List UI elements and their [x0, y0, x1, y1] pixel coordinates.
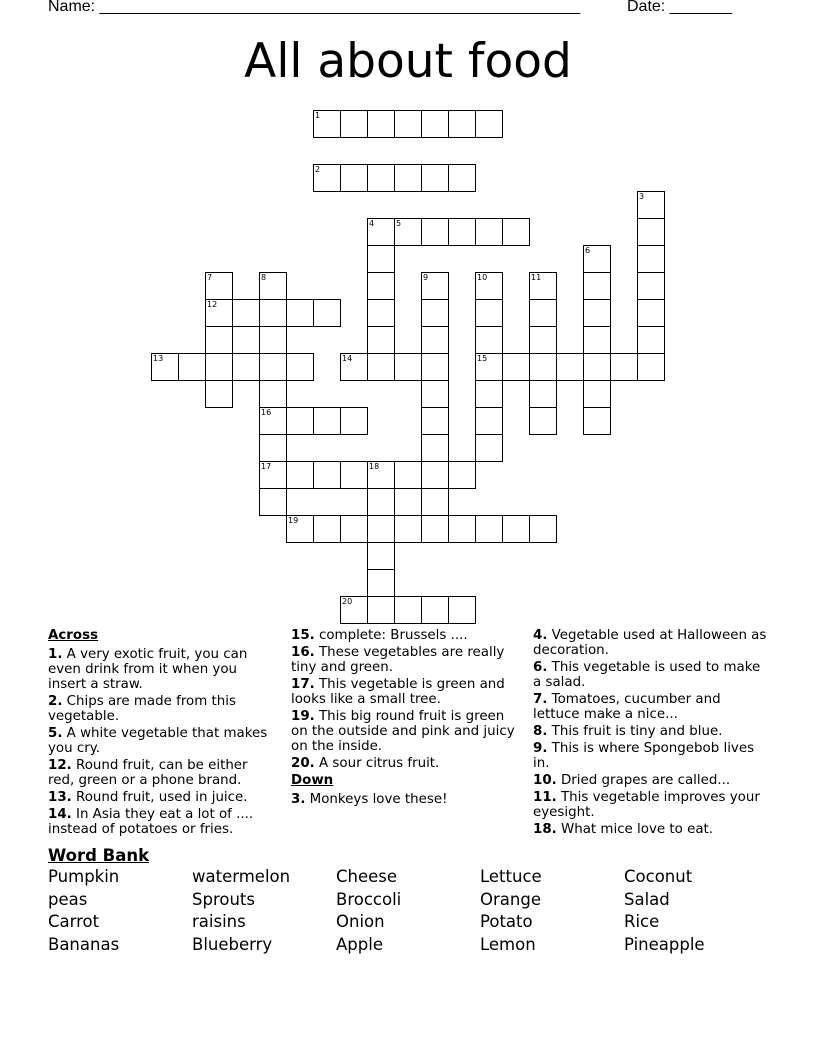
word-bank-title: Word Bank [48, 846, 150, 865]
grid-cell[interactable] [637, 245, 665, 273]
word-bank [48, 846, 768, 958]
grid-cell[interactable] [313, 299, 341, 327]
grid-cell[interactable] [421, 380, 449, 408]
clue-number-label: 7 [207, 273, 213, 282]
clue-text: In Asia they eat a lot of .... instead of potatoes or fries. [48, 807, 254, 837]
grid-cell[interactable] [367, 542, 395, 570]
grid-cell[interactable] [583, 245, 611, 273]
clue-number-label: 2 [315, 165, 321, 174]
clue-number: 4. [533, 628, 548, 643]
clue-number: 20. [291, 756, 315, 771]
clue-text: Monkeys love these! [305, 792, 448, 807]
clue-text: This vegetable is used to make a salad. [533, 660, 761, 690]
grid-cell[interactable] [448, 515, 476, 543]
clue-text: Dried grapes are called... [556, 773, 731, 788]
grid-cell[interactable] [529, 515, 557, 543]
clue-number: 14. [48, 807, 72, 822]
clue-text: This fruit is tiny and blue. [547, 724, 723, 739]
grid-cell[interactable] [367, 218, 395, 246]
grid-cell[interactable] [259, 380, 287, 408]
grid-cell[interactable] [394, 218, 422, 246]
grid-cell[interactable] [286, 353, 314, 381]
clue-number-label: 6 [585, 246, 591, 255]
clue-text: A very exotic fruit, you can even drink from it when you insert a straw. [48, 647, 248, 692]
grid-cell[interactable] [475, 515, 503, 543]
grid-cell[interactable] [421, 326, 449, 354]
clue-item [291, 645, 521, 675]
word-bank-item: watermelon [192, 867, 291, 886]
clue-number-label: 19 [288, 516, 299, 525]
grid-cell[interactable] [340, 353, 368, 381]
clues-section [0, 628, 816, 843]
grid-cell[interactable] [637, 191, 665, 219]
clue-number-label: 20 [342, 597, 353, 606]
grid-cell[interactable] [529, 299, 557, 327]
clue-text: Chips are made from this vegetable. [48, 694, 236, 724]
clue-item [291, 677, 521, 707]
grid-cell[interactable] [367, 110, 395, 138]
word-bank-item: Cheese [336, 867, 398, 886]
grid-cell[interactable] [421, 272, 449, 300]
grid-cell[interactable] [394, 164, 422, 192]
clue-text: Tomatoes, cucumber and lettuce make a nice... [533, 692, 721, 722]
clue-number: 11. [533, 790, 557, 805]
clue-number-label: 12 [207, 300, 218, 309]
grid-cell[interactable] [367, 461, 395, 489]
grid-cell[interactable] [394, 353, 422, 381]
clue-item [533, 724, 771, 739]
word-bank-item: Pineapple [624, 935, 705, 955]
clue-item [291, 709, 521, 754]
grid-cell[interactable] [421, 353, 449, 381]
grid-cell[interactable] [583, 353, 611, 381]
clue-number-label: 9 [423, 273, 429, 282]
grid-cell[interactable] [448, 218, 476, 246]
clue-number-label: 14 [342, 354, 353, 363]
clue-number-label: 15 [477, 354, 488, 363]
grid-cell[interactable] [367, 353, 395, 381]
grid-cell[interactable] [583, 272, 611, 300]
clue-item [533, 628, 771, 658]
clues-column-2 [291, 628, 521, 809]
grid-cell[interactable] [313, 164, 341, 192]
grid-cell[interactable] [313, 461, 341, 489]
clue-number-label: 16 [261, 408, 272, 417]
grid-cell[interactable] [475, 110, 503, 138]
grid-cell[interactable] [394, 110, 422, 138]
grid-cell[interactable] [178, 353, 206, 381]
clue-number-label: 8 [261, 273, 267, 282]
clue-number-label: 3 [639, 192, 645, 201]
grid-cell[interactable] [637, 353, 665, 381]
grid-cell[interactable] [340, 110, 368, 138]
word-bank-item: Carrot [48, 912, 100, 932]
clue-item [533, 773, 771, 788]
grid-cell[interactable] [529, 326, 557, 354]
clue-item [533, 790, 771, 820]
grid-cell[interactable] [583, 299, 611, 327]
clue-item [291, 792, 521, 807]
grid-cell[interactable] [583, 407, 611, 435]
clue-item [48, 758, 270, 788]
grid-cell[interactable] [367, 326, 395, 354]
grid-cell[interactable] [394, 461, 422, 489]
grid-cell[interactable] [529, 380, 557, 408]
word-bank-item: Pumpkin [48, 867, 120, 886]
grid-cell[interactable] [448, 596, 476, 624]
grid-cell[interactable] [448, 461, 476, 489]
word-bank-item: Coconut [624, 867, 693, 886]
clue-number: 6. [533, 660, 548, 675]
grid-cell[interactable] [205, 299, 233, 327]
clue-number-label: 10 [477, 273, 488, 282]
word-bank-item: Onion [336, 912, 385, 932]
grid-cell[interactable] [286, 461, 314, 489]
grid-cell[interactable] [205, 353, 233, 381]
grid-cell[interactable] [502, 353, 530, 381]
grid-cell[interactable] [340, 164, 368, 192]
grid-cell[interactable] [259, 272, 287, 300]
word-bank-item: Sprouts [192, 889, 255, 909]
grid-cell[interactable] [259, 488, 287, 516]
clue-item [533, 660, 771, 690]
grid-cell[interactable] [367, 245, 395, 273]
clue-number: 5. [48, 726, 63, 741]
grid-cell[interactable] [421, 461, 449, 489]
grid-cell[interactable] [421, 515, 449, 543]
grid-cell[interactable] [637, 218, 665, 246]
grid-cell[interactable] [475, 434, 503, 462]
date-field-label[interactable]: Date: _______ [627, 0, 732, 15]
clue-text: This is where Spongebob lives in. [533, 741, 755, 771]
grid-cell[interactable] [475, 299, 503, 327]
clue-number: 2. [48, 694, 63, 709]
clue-item [533, 692, 771, 722]
word-bank-item: peas [48, 889, 88, 909]
word-bank-item: Lettuce [480, 867, 542, 886]
grid-cell[interactable] [313, 110, 341, 138]
grid-cell[interactable] [610, 353, 638, 381]
grid-cell[interactable] [340, 407, 368, 435]
grid-cell[interactable] [340, 461, 368, 489]
page-title: All about food [244, 34, 572, 89]
clue-number: 10. [533, 773, 557, 788]
grid-cell[interactable] [475, 272, 503, 300]
clue-text: A sour citrus fruit. [314, 756, 440, 771]
across-heading: Across [48, 628, 99, 643]
clue-number-label: 18 [369, 462, 380, 471]
grid-cell[interactable] [502, 218, 530, 246]
word-bank-item: Apple [336, 935, 383, 955]
word-bank-list [48, 866, 768, 958]
grid-cell[interactable] [367, 596, 395, 624]
clue-text: Round fruit, can be either red, green or a phone brand. [48, 758, 248, 788]
grid-cell[interactable] [556, 353, 584, 381]
grid-cell[interactable] [340, 596, 368, 624]
clue-number: 1. [48, 647, 63, 662]
word-bank-item: Blueberry [192, 935, 273, 955]
word-bank-item: Salad [624, 889, 670, 909]
grid-cell[interactable] [583, 380, 611, 408]
grid-cell[interactable] [259, 326, 287, 354]
grid-cell[interactable] [421, 218, 449, 246]
grid-cell[interactable] [367, 515, 395, 543]
clue-item [48, 807, 270, 837]
clue-item [48, 694, 270, 724]
grid-cell[interactable] [421, 110, 449, 138]
grid-cell[interactable] [313, 515, 341, 543]
grid-cell[interactable] [259, 461, 287, 489]
grid-cell[interactable] [448, 110, 476, 138]
grid-cell[interactable] [286, 515, 314, 543]
grid-cell[interactable] [637, 326, 665, 354]
clue-item [291, 628, 521, 643]
grid-cell[interactable] [421, 488, 449, 516]
clue-number-label: 5 [396, 219, 402, 228]
clue-number: 3. [291, 792, 306, 807]
clue-number: 9. [533, 741, 548, 756]
grid-cell[interactable] [286, 299, 314, 327]
clue-text: This vegetable is green and looks like a small tree. [291, 677, 505, 707]
clue-number-label: 4 [369, 219, 375, 228]
grid-cell[interactable] [394, 596, 422, 624]
grid-cell[interactable] [448, 164, 476, 192]
clue-number: 12. [48, 758, 72, 773]
grid-cell[interactable] [637, 299, 665, 327]
grid-cell[interactable] [475, 380, 503, 408]
clue-number-label: 1 [315, 111, 321, 120]
word-bank-item: Bananas [48, 935, 120, 955]
grid-cell[interactable] [313, 407, 341, 435]
grid-cell[interactable] [367, 299, 395, 327]
grid-cell[interactable] [475, 407, 503, 435]
clue-number-label: 11 [531, 273, 542, 282]
word-bank-item: raisins [192, 912, 246, 932]
clue-item [533, 741, 771, 771]
grid-cell[interactable] [259, 299, 287, 327]
clue-text: complete: Brussels .... [314, 628, 468, 643]
grid-cell[interactable] [421, 299, 449, 327]
grid-cell[interactable] [475, 218, 503, 246]
grid-cell[interactable] [475, 353, 503, 381]
clue-text: Round fruit, used in juice. [71, 790, 248, 805]
clue-item [48, 790, 270, 805]
grid-cell[interactable] [367, 488, 395, 516]
clue-text: A white vegetable that makes you cry. [48, 726, 268, 756]
word-bank-item: Rice [624, 912, 660, 932]
grid-cell[interactable] [502, 515, 530, 543]
grid-cell[interactable] [421, 596, 449, 624]
grid-cell[interactable] [529, 272, 557, 300]
clue-text: What mice love to eat. [556, 822, 714, 837]
clue-item [291, 756, 521, 771]
grid-cell[interactable] [232, 299, 260, 327]
grid-cell[interactable] [421, 434, 449, 462]
word-bank-item: Lemon [480, 935, 536, 955]
clue-text: These vegetables are really tiny and green. [291, 645, 505, 675]
word-bank-item: Orange [480, 889, 541, 909]
word-bank-item: Potato [480, 912, 533, 932]
down-heading: Down [291, 773, 334, 788]
clues-column-1 [48, 628, 270, 839]
clue-number: 18. [533, 822, 557, 837]
grid-cell[interactable] [286, 407, 314, 435]
clue-number: 16. [291, 645, 315, 660]
grid-cell[interactable] [259, 353, 287, 381]
grid-cell[interactable] [421, 407, 449, 435]
grid-cell[interactable] [205, 380, 233, 408]
grid-cell[interactable] [205, 272, 233, 300]
grid-cell[interactable] [151, 353, 179, 381]
clue-number: 8. [533, 724, 548, 739]
clue-text: Vegetable used at Halloween as decoration. [533, 628, 767, 658]
clue-number: 17. [291, 677, 315, 692]
clue-text: This big round fruit is green on the outside and pink and juicy on the inside. [291, 709, 515, 754]
grid-cell[interactable] [637, 272, 665, 300]
name-field-label[interactable]: Name: ______________________________________________________ [48, 0, 581, 15]
word-bank-item: Broccoli [336, 889, 402, 909]
clue-number: 15. [291, 628, 315, 643]
grid-cell[interactable] [475, 326, 503, 354]
clue-item [48, 647, 270, 692]
clues-column-3 [533, 628, 771, 839]
clue-text: This vegetable improves your eyesight. [533, 790, 760, 820]
clue-item [533, 822, 771, 837]
clue-number: 19. [291, 709, 315, 724]
grid-cell[interactable] [529, 407, 557, 435]
grid-cell[interactable] [394, 515, 422, 543]
grid-cell[interactable] [421, 164, 449, 192]
grid-cell[interactable] [367, 164, 395, 192]
grid-cell[interactable] [583, 326, 611, 354]
grid-cell[interactable] [367, 569, 395, 597]
grid-cell[interactable] [367, 272, 395, 300]
grid-cell[interactable] [529, 353, 557, 381]
grid-cell[interactable] [232, 353, 260, 381]
grid-cell[interactable] [205, 326, 233, 354]
grid-cell[interactable] [259, 407, 287, 435]
clue-item [48, 726, 270, 756]
clue-number-label: 17 [261, 462, 272, 471]
clue-number: 13. [48, 790, 72, 805]
grid-cell[interactable] [259, 434, 287, 462]
grid-cell[interactable] [340, 515, 368, 543]
clue-number: 7. [533, 692, 548, 707]
clue-number-label: 13 [153, 354, 164, 363]
